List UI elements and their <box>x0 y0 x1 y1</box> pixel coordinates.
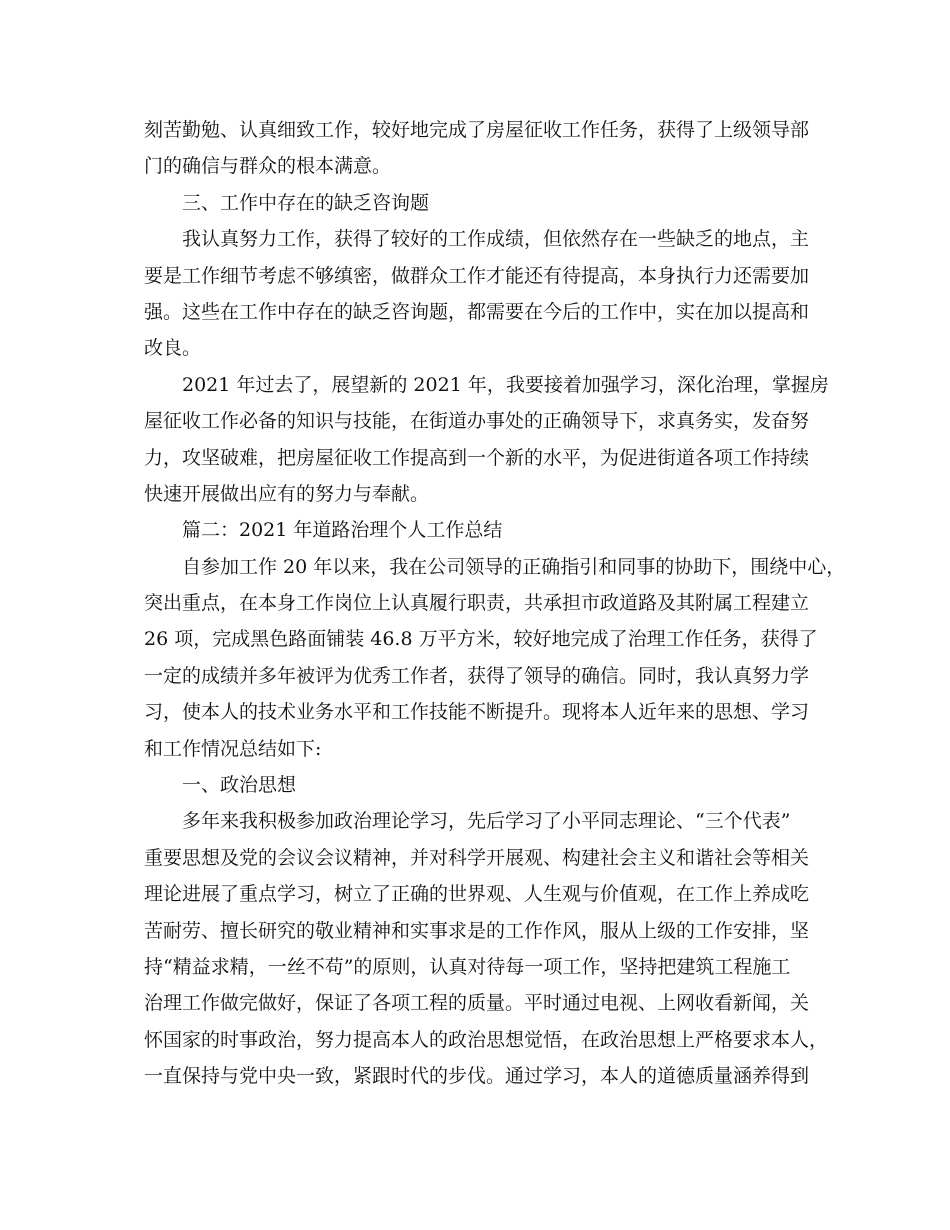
paragraph-first-line: 我认真努力工作，获得了较好的工作成绩，但依然存在一些缺乏的地点，主 <box>182 228 810 251</box>
paragraph-line: 持“精益求精，一丝不苟”的原则，认真对待每一项工作，坚持把建筑工程施工 <box>144 955 791 978</box>
paragraph-line: 强。这些在工作中存在的缺乏咨询题，都需要在今后的工作中，实在加以提高和 <box>144 300 810 323</box>
paragraph-first-line: 2021 年过去了，展望新的 2021 年，我要接着加强学习，深化治理，掌握房 <box>182 373 829 396</box>
paragraph-first-line: 一、政治思想 <box>182 774 297 797</box>
paragraph-line: 一定的成绩并多年被评为优秀工作者，获得了领导的确信。同时，我认真努力学 <box>144 664 810 687</box>
paragraph-line: 重要思想及党的会议会议精神，并对科学开展观、构建社会主义和谐社会等相关 <box>144 846 810 869</box>
paragraph-first-line: 三、工作中存在的缺乏咨询题 <box>182 191 430 214</box>
paragraph-line: 和工作情况总结如下: <box>144 737 322 760</box>
paragraph-line: 治理工作做完做好，保证了各项工程的质量。平时通过电视、上网收看新闻，关 <box>144 992 810 1015</box>
paragraph-line: 苦耐劳、擅长研究的敬业精神和实事求是的工作作风，服从上级的工作安排，坚 <box>144 919 810 942</box>
paragraph-line: 门的确信与群众的根本满意。 <box>144 155 392 178</box>
paragraph-first-line: 多年来我积极参加政治理论学习，先后学习了小平同志理论、“三个代表” <box>182 810 791 833</box>
paragraph-line: 一直保持与党中央一致，紧跟时代的步伐。通过学习，本人的道德质量涵养得到 <box>144 1065 810 1088</box>
paragraph-line: 习，使本人的技术业务水平和工作技能不断提升。现将本人近年来的思想、学习 <box>144 701 810 724</box>
document-body <box>144 112 846 1095</box>
paragraph-line: 突出重点，在本身工作岗位上认真履行职责，共承担市政道路及其附属工程建立 <box>144 592 810 615</box>
paragraph-line: 屋征收工作必备的知识与技能，在街道办事处的正确领导下，求真务实，发奋努 <box>144 410 810 433</box>
paragraph-line: 要是工作细节考虑不够缜密，做群众工作才能还有待提高，本身执行力还需要加 <box>144 264 810 287</box>
paragraph-line: 26 项，完成黑色路面铺装 46.8 万平方米，较好地完成了治理工作任务，获得了 <box>144 628 818 651</box>
paragraph-line: 怀国家的时事政治，努力提高本人的政治思想觉悟，在政治思想上严格要求本人， <box>144 1028 829 1051</box>
paragraph-line: 理论进展了重点学习，树立了正确的世界观、人生观与价值观，在工作上养成吃 <box>144 883 810 906</box>
paragraph-first-line: 自参加工作 20 年以来，我在公司领导的正确指引和同事的协助下，围绕中心， <box>182 555 846 578</box>
paragraph-line: 改良。 <box>144 337 202 360</box>
paragraph-first-line: 篇二：2021 年道路治理个人工作总结 <box>182 519 503 542</box>
paragraph-line: 快速开展做出应有的努力与奉献。 <box>144 482 430 505</box>
paragraph-line: 刻苦勤勉、认真细致工作，较好地完成了房屋征收工作任务，获得了上级领导部 <box>144 119 810 141</box>
paragraph-line: 力，攻坚破难，把房屋征收工作提高到一个新的水平，为促进街道各项工作持续 <box>144 446 810 469</box>
